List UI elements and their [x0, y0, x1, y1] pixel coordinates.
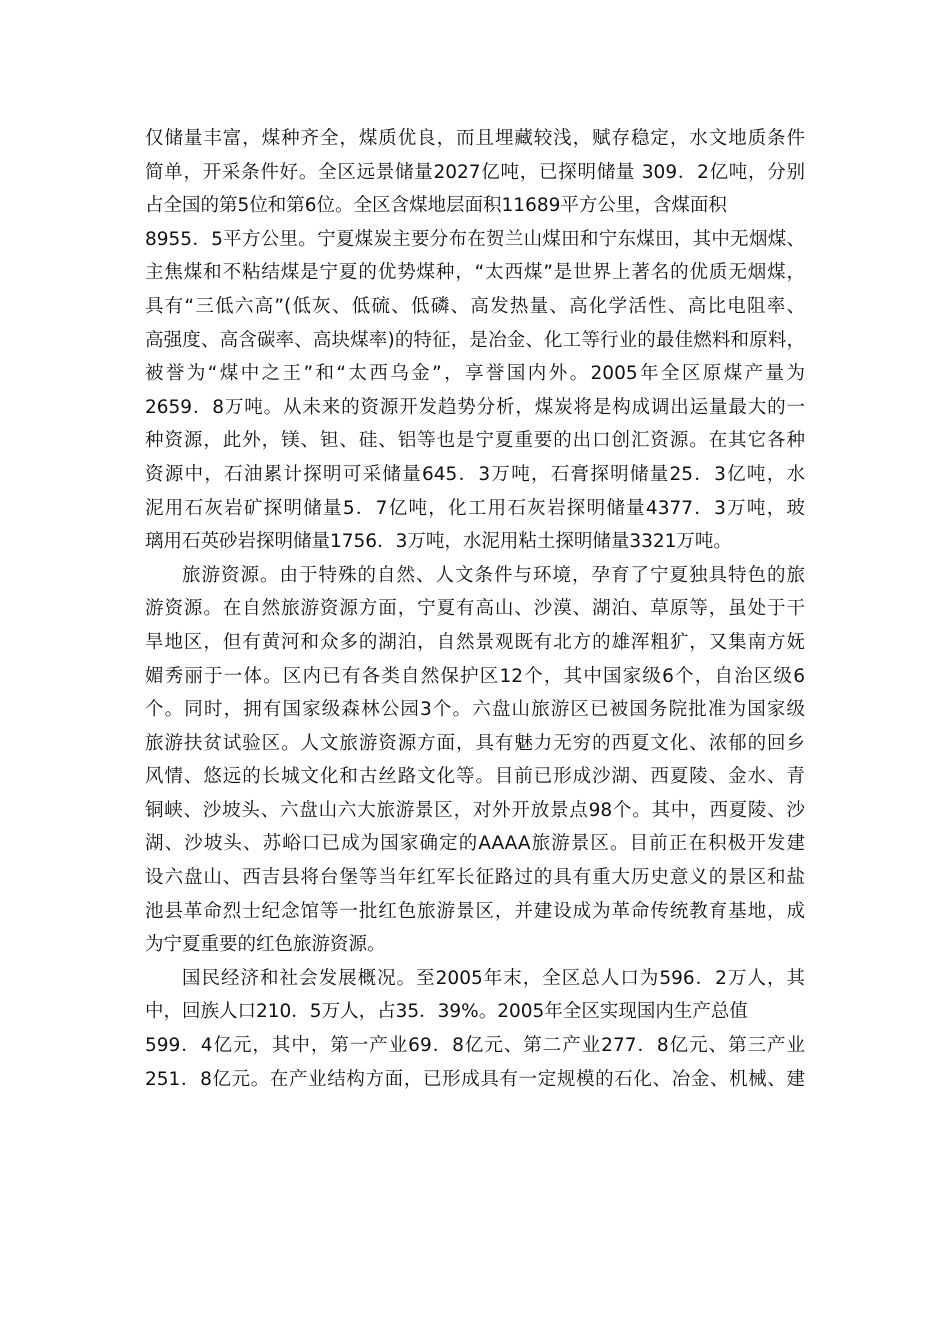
text-line: 为宁夏重要的红色旅游资源。 [145, 934, 386, 956]
text-line: 2659．8万吨。从未来的资源开发趋势分析，煤炭将是构成调出运量最大的一 [145, 396, 805, 418]
text-line: 599．4亿元，其中，第一产业69．8亿元、第二产业277．8亿元、第三产业 [145, 1035, 805, 1057]
text-line: 铜峡、沙坡头、六盘山六大旅游景区，对外开放景点98个。其中，西夏陵、沙 [145, 799, 805, 821]
text-line: 高强度、高含碳率、高块煤率)的特征，是冶金、化工等行业的最佳燃料和原料， [145, 329, 805, 351]
body-text [145, 122, 805, 1096]
text-line: 资源中，石油累计探明可采储量645．3万吨，石膏探明储量25．3亿吨，水 [145, 463, 805, 485]
text-line: 251．8亿元。在产业结构方面，已形成具有一定规模的石化、冶金、机械、建 [145, 1068, 805, 1090]
text-line: 璃用石英砂岩探明储量1756．3万吨，水泥用粘土探明储量3321万吨。 [145, 531, 732, 553]
paragraph-start-line: 国民经济和社会发展概况。至2005年末，全区总人口为596．2万人，其 [182, 967, 805, 989]
text-line: 设六盘山、西吉县将台堡等当年红军长征路过的具有重大历史意义的景区和盐 [145, 867, 805, 889]
text-line: 个。同时，拥有国家级森林公园3个。六盘山旅游区已被国务院批准为国家级 [145, 699, 805, 721]
text-line: 湖、沙坡头、苏峪口已成为国家确定的AAAA旅游景区。目前正在积极开发建 [145, 833, 805, 855]
text-line: 中，回族人口210．5万人，占35．39%。2005年全区实现国内生产总值 [145, 1001, 748, 1023]
text-line: 占全国的第5位和第6位。全区含煤地层面积11689平方公里，含煤面积 [145, 195, 727, 217]
text-line: 仅储量丰富，煤种齐全，煤质优良，而且埋藏较浅，赋存稳定，水文地质条件 [145, 128, 805, 149]
paragraph-start-line: 旅游资源。由于特殊的自然、人文条件与环境，孕育了宁夏独具特色的旅 [182, 564, 805, 586]
text-line: 池县革命烈士纪念馆等一批红色旅游景区，并建设成为革命传统教育基地，成 [145, 900, 805, 922]
text-line: 具有“三低六高”(低灰、低硫、低磷、高发热量、高化学活性、高比电阻率、 [145, 295, 805, 317]
text-line: 旱地区，但有黄河和众多的湖泊，自然景观既有北方的雄浑粗犷，又集南方妩 [145, 631, 805, 653]
text-line: 泥用石灰岩矿探明储量5．7亿吨，化工用石灰岩探明储量4377．3万吨，玻 [145, 497, 805, 519]
text-line: 被誉为“煤中之王”和“太西乌金”，享誉国内外。2005年全区原煤产量为 [145, 363, 805, 385]
text-line: 媚秀丽于一体。区内已有各类自然保护区12个，其中国家级6个，自治区级6 [145, 665, 805, 687]
text-line: 8955．5平方公里。宁夏煤炭主要分布在贺兰山煤田和宁东煤田，其中无烟煤、 [145, 228, 805, 250]
text-line: 旅游扶贫试验区。人文旅游资源方面，具有魅力无穷的西夏文化、浓郁的回乡 [145, 732, 805, 754]
text-line: 简单，开采条件好。全区远景储量2027亿吨，已探明储量 309．2亿吨，分别 [145, 161, 805, 183]
text-line: 风情、悠远的长城文化和古丝路文化等。目前已形成沙湖、西夏陵、金水、青 [145, 766, 805, 788]
text-line: 主焦煤和不粘结煤是宁夏的优势煤种，“太西煤”是世界上著名的优质无烟煤， [145, 262, 805, 284]
text-line: 种资源，此外，镁、钽、硅、铝等也是宁夏重要的出口创汇资源。在其它各种 [145, 430, 805, 452]
text-line: 游资源。在自然旅游资源方面，宁夏有高山、沙漠、湖泊、草原等，虽处于干 [145, 598, 805, 620]
